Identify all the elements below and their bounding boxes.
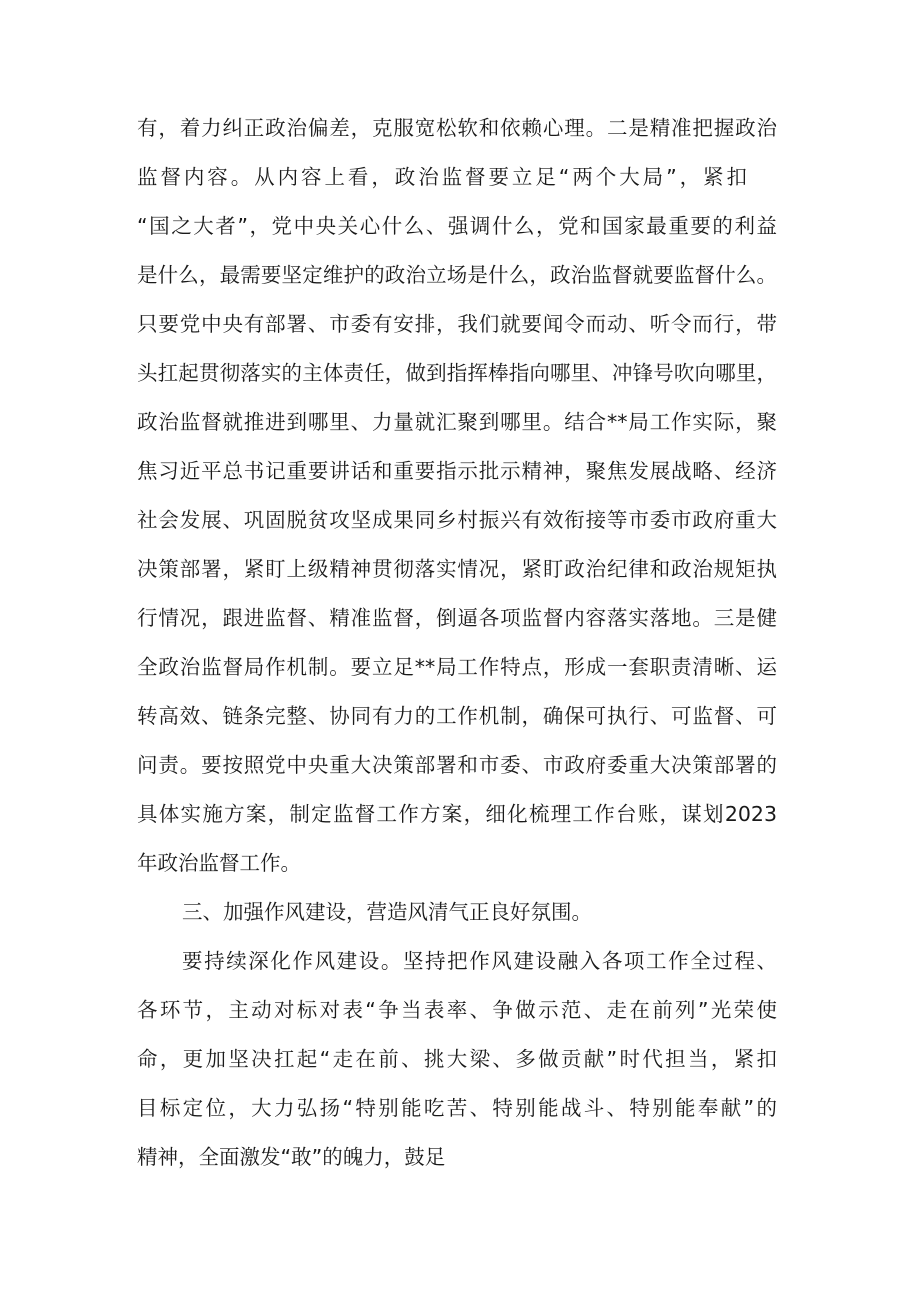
body-line: 各环节，主动对标对表“争当表率、争做示范、走在前列”光荣使 [137, 998, 777, 1022]
body-line: 头扛起贯彻落实的主体责任，做到指挥棒指向哪里、冲锋号吹向哪里， [137, 361, 777, 385]
body-line: 决策部署，紧盯上级精神贯彻落实情况，紧盯政治纪律和政治规矩执 [137, 557, 777, 581]
body-line: 具体实施方案，制定监督工作方案，细化梳理工作台账，谋划2023 [137, 802, 777, 826]
body-line: 有，着力纠正政治偏差，克服宽松软和依赖心理。二是精准把握政治 [137, 116, 777, 140]
body-line: 监督内容。从内容上看，政治监督要立足“两个大局”，紧扣 [137, 165, 747, 189]
body-line: 全政治监督局作机制。要立足**局工作特点，形成一套职责清晰、运 [137, 655, 777, 679]
body-line: 目标定位，大力弘扬“特别能吃苦、特别能战斗、特别能奉献”的 [137, 1096, 777, 1120]
body-line: 是什么，最需要坚定维护的政治立场是什么，政治监督就要监督什么。 [137, 263, 777, 287]
body-line: 社会发展、巩固脱贫攻坚成果同乡村振兴有效衔接等市委市政府重大 [137, 508, 777, 532]
body-line: 只要党中央有部署、市委有安排，我们就要闻令而动、听令而行，带 [137, 312, 777, 336]
body-line: 问责。要按照党中央重大决策部署和市委、市政府委重大决策部署的 [137, 753, 777, 777]
body-line: 行情况，跟进监督、精准监督，倒逼各项监督内容落实落地。三是健 [137, 606, 777, 630]
body-line: 转高效、链条完整、协同有力的工作机制，确保可执行、可监督、可 [137, 704, 777, 728]
body-line: 焦习近平总书记重要讲话和重要指示批示精神，聚焦发展战略、经济 [137, 459, 777, 483]
section-heading: 三、加强作风建设，营造风清气正良好氛围。 [182, 900, 592, 924]
body-line: 年政治监督工作。 [137, 851, 301, 875]
body-line: “国之大者”，党中央关心什么、强调什么，党和国家最重要的利益 [137, 214, 777, 238]
body-line: 命，更加坚决扛起“走在前、挑大梁、多做贡献”时代担当，紧扣 [137, 1047, 777, 1071]
body-line: 要持续深化作风建设。坚持把作风建设融入各项工作全过程、 [182, 949, 777, 973]
body-line: 政治监督就推进到哪里、力量就汇聚到哪里。结合**局工作实际，聚 [137, 410, 777, 434]
body-line: 精神，全面激发“敢”的魄力，鼓足 [137, 1145, 446, 1169]
